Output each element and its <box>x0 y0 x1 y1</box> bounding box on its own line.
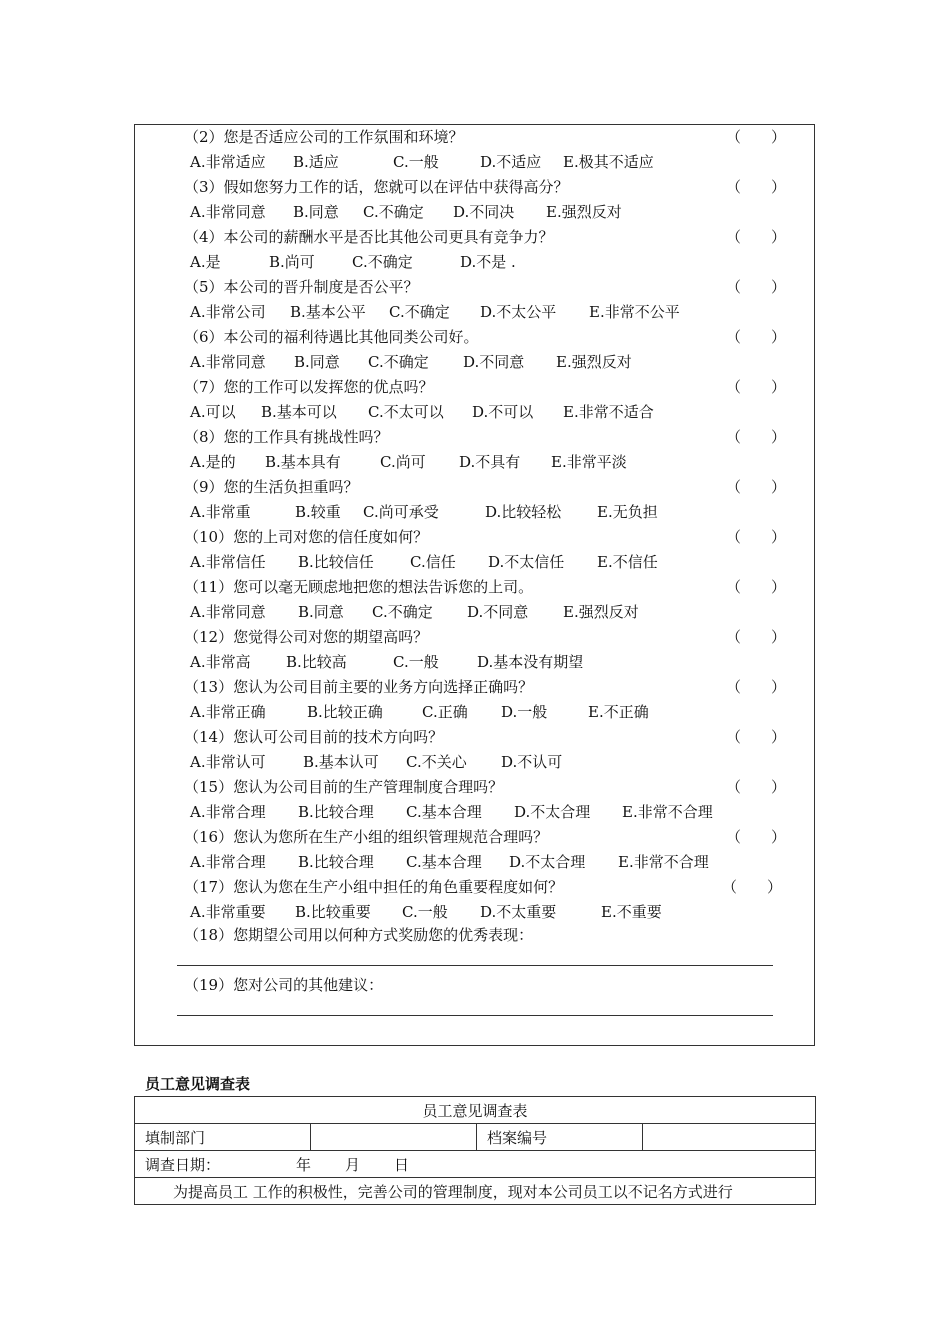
question-5: （5）本公司的晋升制度是否公平？ <box>184 278 419 296</box>
option-b[interactable]: B.基本具有 <box>265 453 341 471</box>
option-a[interactable]: A.非常重 <box>190 503 251 521</box>
answer-blank[interactable]: （ ） <box>726 778 787 796</box>
option-b[interactable]: B.比较信任 <box>298 553 374 571</box>
file-number-label: 档案编号 <box>477 1124 643 1151</box>
survey-date-row[interactable] <box>135 1151 816 1178</box>
option-b[interactable]: B.适应 <box>293 153 339 171</box>
option-d[interactable]: D.比较轻松 <box>485 503 562 521</box>
option-a[interactable]: A.非常同意 <box>190 603 266 621</box>
option-c[interactable]: C.不确定 <box>352 253 413 271</box>
option-e[interactable]: E.不正确 <box>588 703 649 721</box>
option-b[interactable]: B.比较合理 <box>298 853 374 871</box>
option-d[interactable]: D.不太重要 <box>480 903 557 921</box>
option-b[interactable]: B.基本认可 <box>303 753 379 771</box>
dept-input[interactable] <box>311 1124 477 1151</box>
option-d[interactable]: D.不太合理 <box>509 853 586 871</box>
answer-blank[interactable]: （ ） <box>726 228 787 246</box>
option-a[interactable]: A.非常公司 <box>190 303 266 321</box>
question-9: （9）您的生活负担重吗？ <box>184 478 359 496</box>
option-d[interactable]: D.不同决 <box>453 203 515 221</box>
option-c[interactable]: C.尚可 <box>380 453 426 471</box>
option-d[interactable]: D.不太信任 <box>488 553 565 571</box>
option-e[interactable]: E.非常不公平 <box>589 303 680 321</box>
option-d[interactable]: D.不同意 <box>463 353 525 371</box>
date-day: 日 <box>394 1155 410 1174</box>
option-b[interactable]: B.同意 <box>298 603 344 621</box>
answer-blank[interactable]: （ ） <box>726 178 787 196</box>
option-a[interactable]: A.是 <box>190 253 221 271</box>
option-d[interactable]: D.不太公平 <box>480 303 557 321</box>
option-e[interactable]: E.不重要 <box>601 903 662 921</box>
option-b[interactable]: B.比较合理 <box>298 803 374 821</box>
question-17: （17）您认为您在生产小组中担任的角色重要程度如何？ <box>184 878 564 896</box>
option-b[interactable]: B.比较正确 <box>307 703 383 721</box>
answer-blank[interactable]: （ ） <box>726 478 787 496</box>
option-c[interactable]: C.不确定 <box>389 303 450 321</box>
option-d[interactable]: D.不可以 <box>472 403 534 421</box>
option-a[interactable]: A.非常高 <box>190 653 251 671</box>
option-a[interactable]: A.非常认可 <box>190 753 266 771</box>
option-c[interactable]: C.不确定 <box>368 353 429 371</box>
option-b[interactable]: B.尚可 <box>269 253 315 271</box>
option-c[interactable]: C.不确定 <box>363 203 424 221</box>
option-b[interactable]: B.比较高 <box>286 653 347 671</box>
option-b[interactable]: B.同意 <box>294 353 340 371</box>
option-d[interactable]: D.基本没有期望 <box>477 653 584 671</box>
option-a[interactable]: A.非常信任 <box>190 553 266 571</box>
option-e[interactable]: E.非常不合理 <box>622 803 713 821</box>
option-c[interactable]: C.不太可以 <box>368 403 444 421</box>
question-13: （13）您认为公司目前主要的业务方向选择正确吗？ <box>184 678 534 696</box>
answer-blank[interactable]: （ ） <box>726 128 787 146</box>
answer-blank[interactable]: （ ） <box>722 878 783 896</box>
option-e[interactable]: E.不信任 <box>597 553 658 571</box>
option-b[interactable]: B.基本公平 <box>290 303 366 321</box>
answer-line-19[interactable] <box>177 1015 773 1016</box>
option-d[interactable]: D.不具有 <box>459 453 521 471</box>
question-6: （6）本公司的福利待遇比其他同类公司好。 <box>184 328 479 346</box>
answer-blank[interactable]: （ ） <box>726 328 787 346</box>
answer-blank[interactable]: （ ） <box>726 378 787 396</box>
question-16: （16）您认为您所在生产小组的组织管理规范合理吗？ <box>184 828 549 846</box>
option-c[interactable]: C.正确 <box>422 703 468 721</box>
option-b[interactable]: B.比较重要 <box>295 903 371 921</box>
option-b[interactable]: B.同意 <box>293 203 339 221</box>
option-a[interactable]: A.非常同意 <box>190 353 266 371</box>
dept-label: 填制部门 <box>135 1124 311 1151</box>
option-c[interactable]: C.一般 <box>402 903 448 921</box>
option-a[interactable]: A.可以 <box>190 403 236 421</box>
option-a[interactable]: A.非常合理 <box>190 803 266 821</box>
answer-blank[interactable]: （ ） <box>726 528 787 546</box>
question-12: （12）您觉得公司对您的期望高吗？ <box>184 628 429 646</box>
option-e[interactable]: E.强烈反对 <box>563 603 639 621</box>
question-7: （7）您的工作可以发挥您的优点吗？ <box>184 378 434 396</box>
option-c[interactable]: C.基本合理 <box>406 803 482 821</box>
answer-blank[interactable]: （ ） <box>726 428 787 446</box>
question-4: （4）本公司的薪酬水平是否比其他公司更具有竞争力？ <box>184 228 554 246</box>
option-d[interactable]: D.一般 <box>501 703 548 721</box>
answer-blank[interactable]: （ ） <box>726 628 787 646</box>
question-2: （2）您是否适应公司的工作氛围和环境？ <box>184 128 464 146</box>
option-c[interactable]: C.基本合理 <box>406 853 482 871</box>
option-c[interactable]: C.一般 <box>393 153 439 171</box>
option-a[interactable]: A.非常重要 <box>190 903 266 921</box>
option-c[interactable]: C.不关心 <box>406 753 467 771</box>
survey-form-table <box>134 1096 816 1205</box>
answer-blank[interactable]: （ ） <box>726 278 787 296</box>
option-e[interactable]: E.非常不合理 <box>618 853 709 871</box>
option-c[interactable]: C.不确定 <box>372 603 433 621</box>
section-title: 员工意见调查表 <box>145 1075 251 1093</box>
date-month: 月 <box>345 1155 361 1174</box>
option-a[interactable]: A.非常正确 <box>190 703 266 721</box>
question-11: （11）您可以毫无顾虑地把您的想法告诉您的上司。 <box>184 578 534 596</box>
date-year: 年 <box>296 1155 312 1174</box>
answer-blank[interactable]: （ ） <box>726 728 787 746</box>
option-c[interactable]: C.信任 <box>410 553 456 571</box>
option-d[interactable]: D.不适应 <box>480 153 542 171</box>
option-e[interactable]: E.强烈反对 <box>556 353 632 371</box>
form-table-title: 员工意见调查表 <box>135 1097 816 1124</box>
question-3: （3）假如您努力工作的话，您就可以在评估中获得高分？ <box>184 178 569 196</box>
open-question-18: （18）您期望公司用以何种方式奖励您的优秀表现： <box>184 926 534 944</box>
question-8: （8）您的工作具有挑战性吗？ <box>184 428 389 446</box>
option-c[interactable]: C.一般 <box>393 653 439 671</box>
answer-blank[interactable]: （ ） <box>726 828 787 846</box>
option-a[interactable]: A.非常适应 <box>190 153 266 171</box>
option-e[interactable]: E.非常不适合 <box>563 403 654 421</box>
option-c[interactable]: C.尚可承受 <box>363 503 439 521</box>
question-15: （15）您认为公司目前的生产管理制度合理吗？ <box>184 778 504 796</box>
option-d[interactable]: D.不同意 <box>467 603 529 621</box>
option-d[interactable]: D.不认可 <box>501 753 563 771</box>
file-number-input[interactable] <box>643 1124 816 1151</box>
option-e[interactable]: E.极其不适应 <box>563 153 654 171</box>
answer-blank[interactable]: （ ） <box>726 578 787 596</box>
open-question-19: （19）您对公司的其他建议： <box>184 976 384 994</box>
question-14: （14）您认可公司目前的技术方向吗？ <box>184 728 444 746</box>
intro-text: 为提高员工 工作的积极性，完善公司的管理制度，现对本公司员工以不记名方式进行 <box>135 1178 816 1205</box>
answer-line-18[interactable] <box>177 965 773 966</box>
option-d[interactable]: D.不是 . <box>460 253 516 271</box>
option-d[interactable]: D.不太合理 <box>514 803 591 821</box>
option-e[interactable]: E.强烈反对 <box>546 203 622 221</box>
option-b[interactable]: B.基本可以 <box>261 403 337 421</box>
answer-blank[interactable]: （ ） <box>726 678 787 696</box>
option-a[interactable]: A.非常同意 <box>190 203 266 221</box>
option-e[interactable]: E.无负担 <box>597 503 658 521</box>
option-a[interactable]: A.是的 <box>190 453 236 471</box>
option-b[interactable]: B.较重 <box>295 503 341 521</box>
date-label: 调查日期： <box>145 1155 221 1174</box>
option-e[interactable]: E.非常平淡 <box>551 453 627 471</box>
question-10: （10）您的上司对您的信任度如何？ <box>184 528 429 546</box>
option-a[interactable]: A.非常合理 <box>190 853 266 871</box>
